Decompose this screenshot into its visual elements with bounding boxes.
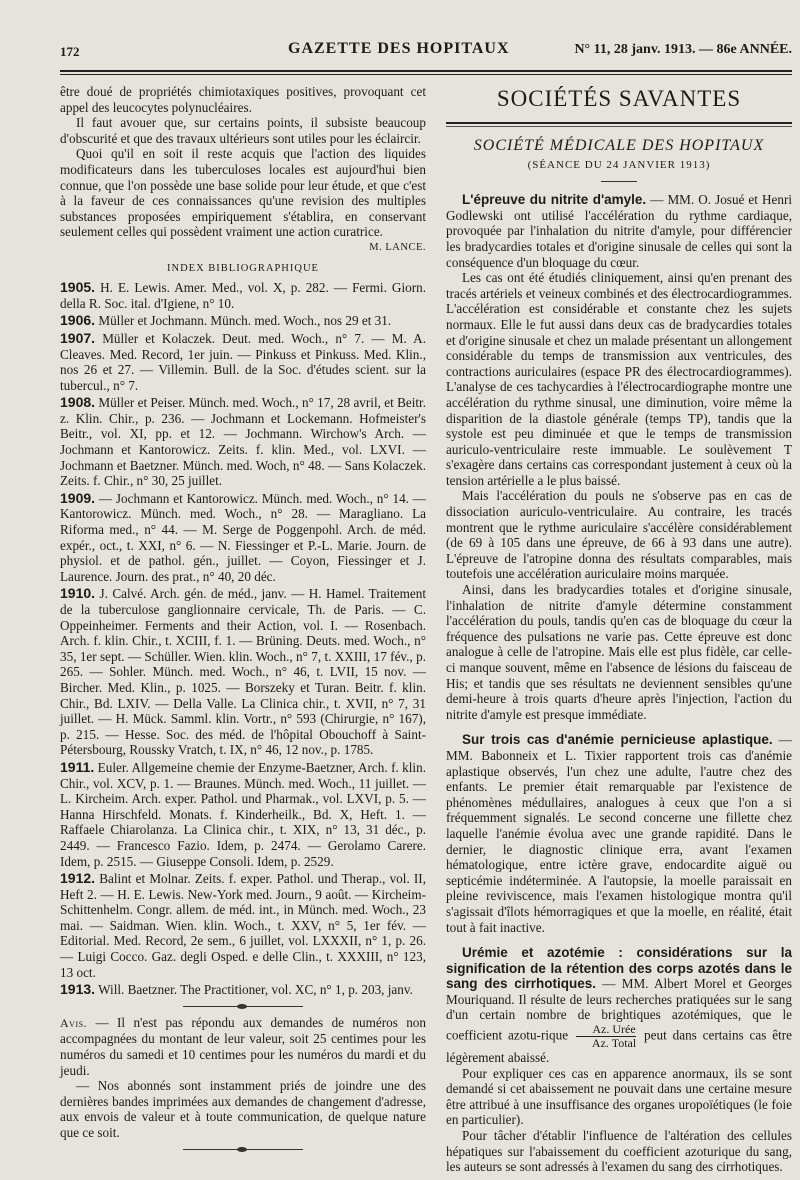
biblio-text: — Jochmann et Kantorowicz. Münch. med. Woch., n° 14. — Kantorowicz. Münch. med. Woch., n° 28. — Maragliano. La Riforma med., n° 44. — M. Serge de Poggenpohl. Arch. de méd. expér., oct., t. XXI, n° 6. — N. Fiessinger et P.-L. Marie. Journ. de physiol. et de pathol. gén., juillet. — Coyon, Fiessinger et J. Laurence. Journ. des prat., n° 40, 20 déc. bbox=[60, 490, 426, 584]
article-paragraph: Les cas ont été étudiés cliniquement, ainsi qu'en prenant des tracés artériels et veineux combinés et des électrocardiogrammes. L'accélération est considérable et constante chez les sujets normaux. Elle le fut aussi dans deux cas de bradycardies totales et d'origine sinusale et chez un malade présentant un allongement considérable du temps de transmission aux ventricules, des contractions auriculaires (espace PR des électrocardiogrammes). L'analyse de ces tachycardies à l'électrocardiographe montre une accélération du rythme sinusal, une diminution, voire même la disparition de la diastole générale (temps TP), tandis que la systole est peu diminuée et que le temps de transmission auriculo-ventriculaire reste immuable. Le soulèvement T s'exagère dans certains cas correspondant justement à ceux où la tension artérielle a le plus baissé. bbox=[446, 270, 792, 488]
left-column bbox=[60, 84, 426, 1158]
fraction-numerator: Az. Urée bbox=[576, 1023, 636, 1037]
right-column bbox=[446, 84, 792, 1175]
article-text: peut dans certains cas être légèrement abaissé. bbox=[446, 1027, 793, 1066]
biblio-entry bbox=[60, 760, 426, 869]
article-paragraph bbox=[446, 192, 792, 270]
section-rule bbox=[446, 122, 792, 124]
session-date: (SÉANCE DU 24 JANVIER 1913) bbox=[527, 158, 711, 171]
intro-paragraph: être doué de propriétés chimiotaxiques positives, provoquant cet appel des leucocytes polynucléaires. bbox=[60, 84, 426, 115]
notice-text: — Il n'est pas répondu aux demandes de numéros non accompagnées du montant de leur valeur, soit 25 centimes pour les numéros du samedi et 10 centimes pour les numéros du mardi et du jeudi. bbox=[60, 1014, 426, 1078]
fraction bbox=[576, 1023, 636, 1050]
biblio-text: Balint et Molnar. Zeits. f. exper. Pathol. und Therap., vol. II, Heft 2. — H. E. Lewis. New-York med. Journ., 9 août. — Kircheim-Schittenhelm. Congr. allem. de méd. int., in Münch. med. Woch., 23 mai. — Saidman. Wien. klin. Woch., t. XXV, n° 5, 1er fév. — Editorial. Med. Record, 2e sem., 6 juillet, vol. LXXXII, n° 1, p. 26. — Luigi Cocco. Gaz. degli Osped. e delle Clin., t. XXXIII, n° 123, 13 oct. bbox=[60, 871, 426, 980]
biblio-text: J. Calvé. Arch. gén. de méd., janv. — H. Hamel. Traitement de la tuberculose ganglionnaire cervicale, Th. de Paris. — C. Oppeinheimer. Ferments and their Action, vol. I. — Rosenbach. Arch. f. klin. Chir., t. XCIII, f. 1. — Brüning. Deuts. med. Woch., n° 35, 1er sept. — Schüller. Wien. klin. Woch., n° 7, t. XXIII, 17 fév., p. 265. — Sohler. Münch. med. Woch., n° 46, t. LVII, 15 nov. — Bircher. Med. Klin., p. 1025. — Borszeky et Turan. Beitr. f. klin. Chir., Bd. LXIV. — Della Valle. La Clinica chir., t. XVII, n° 7, 31 juillet. — H. Mück. Samml. klin. Vortr., n° 593 (Chirurgie, n° 167), p. 215. — Hesse. Soc. des méd. de l'hôpital Obouchoff à Saint-Pétersbourg, Roussky Vratch, t. IX, n° 46, 12 nov., p. 1785. bbox=[60, 586, 427, 758]
notice-paragraph bbox=[60, 1015, 426, 1078]
biblio-year: 1911. bbox=[60, 758, 95, 775]
section-title: SOCIÉTÉS SAVANTES bbox=[496, 86, 742, 111]
biblio-entry bbox=[60, 982, 426, 998]
article-paragraph: Pour tâcher d'établir l'influence de l'altération des cellules hépatiques sur l'abaissement du coefficient azoturique du sang, les auteurs se sont adressés à l'examen du sang des cirrhotiques. bbox=[446, 1128, 792, 1175]
article-text: — MM. O. Josué et Henri Godlewski ont utilisé l'accélération du rythme cardiaque, provoquée par l'inhalation du nitrite d'amyle, pour différencier les bradycardies totales et d'origine sinusale de celles qui sont la conséquence d'un bloquage du cœur. bbox=[446, 192, 793, 270]
biblio-text: Müller et Peiser. Münch. med. Woch., n° 17, 28 avril, et Beitr. z. Klin. Chir., p. 236. — Jochmann et Lockemann. Hofmeister's Beitr., vol. XI, pp. et 12. — Jochmann. Wirchow's Arch. — Jochmann et Kantorowicz. Zeits. f. klin. Med., vol. LXVI. — Jochmann et Baetzner. Münch. med. Woch, n° 48. — Sans Kolaczek. Zeits. f. Chir., n° 30, 25 juillet. bbox=[60, 395, 427, 489]
biblio-entry bbox=[60, 331, 426, 393]
biblio-year: 1905. bbox=[60, 279, 96, 296]
notice-paragraph: — Nos abonnés sont instamment priés de joindre une des dernières bandes imprimées aux demandes de changement d'adresse, aux envois de valeur et à toute communication, de quelque nature que ce soit. bbox=[60, 1078, 426, 1140]
biblio-text: Euler. Allgemeine chemie der Enzyme-Baetzner, Arch. f. klin. Chir., vol. XCV, p. 1. — Braunes. Münch. med. Woch., 11 juillet. — L. Kircheim. Arch. exper. Pathol. und Pharmak., vol. LXVI, p. 5. — Hanna Hirschfeld. Monats. f. Kinderheilk., Bd. X, Heft. 1. — Raffaele Chiarolanza. La Clinica chir., t. XIX, n° 13, 31 déc., p. 2449. — Francesco Fazio. Idem, p. 2474. — Gerolamo Carere. Idem, p. 2515. — Giuseppe Consoli. Idem, p. 2529. bbox=[60, 759, 426, 869]
article-text: — MM. Babonneix et L. Tixier rapportent trois cas d'anémie aplastique observés, l'un chez une adulte, l'autre chez des enfants. Le premier était remarquable par l'existence de phénomènes médullaires, analogues à ceux que l'on a si fréquemment signalés. Le second concerne une fillette chez laquelle l'anémie évolua avec une grande rapidité. Dans le dernier, le diagnostic clinique erra, avant l'examen hématologique, entre ictère grave, endocardite aiguë ou septicémie indéterminée. A l'autopsie, la moelle paraissait en pleine reviviscence, mais l'examen histologique montra qu'il s'agissait d'îlots hémorragiques et que la moelle, en réalité, était tout à fait inactive. bbox=[446, 732, 792, 935]
article-paragraph: Ainsi, dans les bradycardies totales et d'origine sinusale, l'inhalation de nitrite d'amyle détermine constamment l'accélération du pouls, tandis qu'en cas de bloquage du cœur la fréquence des pulsations ne varie pas. Cette épreuve est donc analogue à celle de l'atropine. Mais elle est plus fidèle, car celle-ci manque souvent, même en l'absence de lésions du faisceau de His; et tandis que ses résultats ne deviennent sensibles qu'une demi-heure à trois quarts d'heure après l'injection, l'action du nitrite d'amyle est presque immédiate. bbox=[446, 582, 792, 722]
biblio-year: 1907. bbox=[60, 329, 96, 346]
page-header bbox=[60, 40, 792, 66]
biblio-text: H. E. Lewis. Amer. Med., vol. X, p. 282. — Fermi. Giorn. della R. Soc. ital. d'Igiene, n° 10. bbox=[60, 280, 426, 311]
biblio-entry bbox=[60, 586, 426, 758]
biblio-year: 1910. bbox=[60, 585, 96, 602]
short-rule bbox=[601, 181, 637, 182]
biblio-entry bbox=[60, 280, 426, 311]
page-number: 172 bbox=[60, 44, 80, 59]
ornament-divider bbox=[183, 1149, 303, 1150]
article-heading: Urémie et azotémie : considérations sur la signification de la rétention des corps azotés dans le sang des cirrhotiques. bbox=[446, 945, 792, 992]
ornament-divider bbox=[183, 1006, 303, 1007]
author-signature: M. LANCE. bbox=[369, 241, 426, 253]
biblio-text: Will. Baetzner. The Practitioner, vol. XC, n° 1, p. 203, janv. bbox=[98, 982, 413, 998]
biblio-entry bbox=[60, 313, 426, 329]
biblio-entry bbox=[60, 395, 426, 489]
biblio-entry bbox=[60, 871, 426, 980]
article-paragraph bbox=[446, 945, 792, 1066]
header-rule-thin bbox=[60, 74, 792, 75]
biblio-entry bbox=[60, 491, 426, 585]
article-paragraph: Mais l'accélération du pouls ne s'observe pas en cas de dissociation auriculo-ventriculaire. Au contraire, les tracés montrent que le rythme auriculaire s'accélère considérablement (de 69 à 105 dans une épreuve, de 66 à 93 dans une autre). L'épreuve de l'atropine donna des résultats comparables, mais toutefois une accélération auriculaire moins marquée. bbox=[446, 488, 792, 582]
biblio-year: 1906. bbox=[60, 312, 96, 329]
society-title: SOCIÉTÉ MÉDICALE DES HOPITAUX bbox=[473, 137, 765, 154]
biblio-year: 1908. bbox=[60, 394, 96, 411]
biblio-year: 1912. bbox=[60, 870, 96, 887]
biblio-year: 1913. bbox=[60, 981, 96, 998]
article-paragraph bbox=[446, 732, 792, 935]
article-paragraph: Pour expliquer ces cas en apparence anormaux, ils se sont demandé si cet abaissement ne pouvait dans une certaine mesure être attribué à une insuffisance des organes uropoïétiques (le foie en particulier). bbox=[446, 1065, 792, 1128]
notice-label: Avis. bbox=[60, 1015, 88, 1030]
biblio-heading: INDEX BIBLIOGRAPHIQUE bbox=[167, 262, 319, 274]
fraction-denominator: Az. Total bbox=[591, 1036, 637, 1051]
biblio-year: 1909. bbox=[60, 489, 96, 506]
biblio-text: Müller et Jochmann. Münch. med. Woch., nos 29 et 31. bbox=[98, 313, 392, 329]
intro-paragraph: Il faut avouer que, sur certains points, il subsiste beaucoup d'obscurité et que des travaux ultérieurs sont utiles pour les éclaircir. bbox=[60, 115, 426, 146]
biblio-text: Müller et Kolaczek. Deut. med. Woch., n° 7. — M. A. Cleaves. Med. Record, 1er juin. — Pinkuss et Pinkuss. Med. Klin., nos 26 et 27. — Villemin. Bull. de la Soc. d'études scient. sur la tubercul., n° 7. bbox=[60, 330, 426, 393]
article-heading: L'épreuve du nitrite d'amyle. bbox=[462, 192, 647, 208]
article-text: — MM. Albert Morel et Georges Mouriquand. Il résulte de leurs recherches pratiquées sur le sang d'un certain nombre de brightiques azotémiques, que le coefficient azotu-rique bbox=[446, 976, 792, 1043]
header-rule bbox=[60, 70, 792, 72]
intro-paragraph: Quoi qu'il en soit il reste acquis que l'action des liquides modificateurs dans les tuberculoses locales est aujourd'hui bien connue, que l'on possède une base solide pour leur étude, et que c'est à la faveur de ces connaissances qu'une revision des multiples substances proposées empiriquement s'établira, en conservant seulement celles qui possèdent vraiment une action curatrice. bbox=[60, 146, 426, 240]
issue-info: N° 11, 28 janv. 1913. — 86e ANNÉE. bbox=[574, 42, 792, 57]
journal-title: GAZETTE DES HOPITAUX bbox=[288, 40, 510, 57]
article-heading: Sur trois cas d'anémie pernicieuse aplastique. bbox=[462, 732, 773, 748]
